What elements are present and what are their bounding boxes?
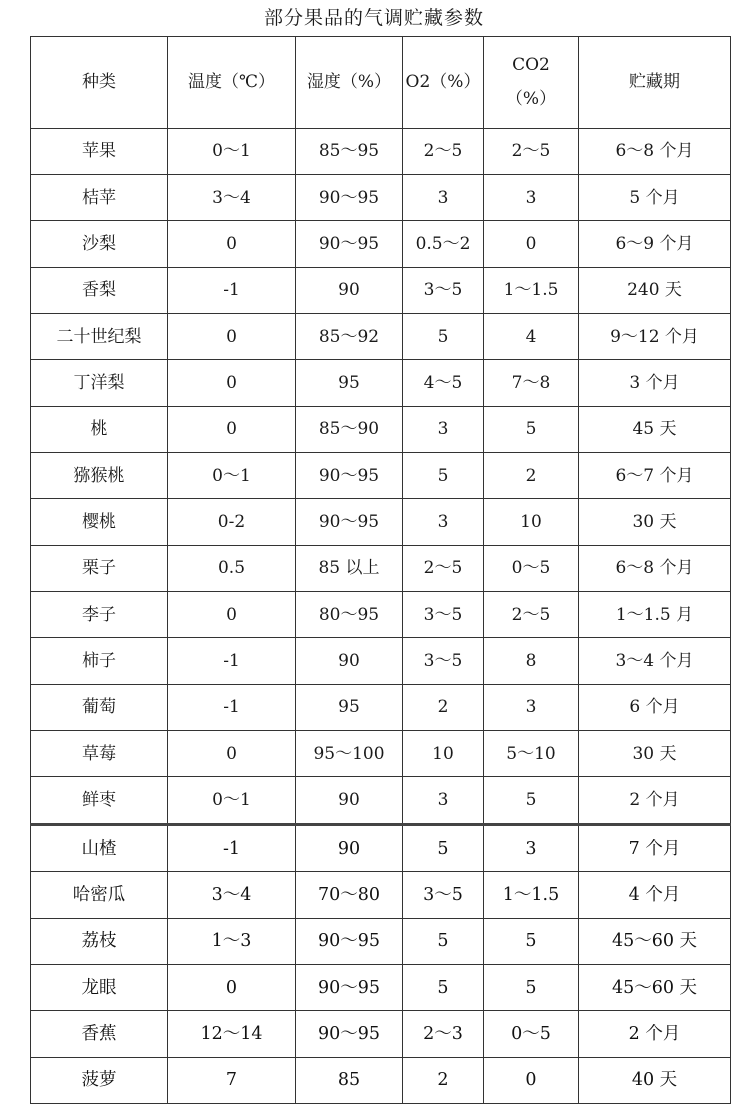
cell-storage-period: 3 个月 [579, 360, 731, 406]
cell-humidity: 85 [296, 1057, 403, 1103]
cell-co2: 2～5 [484, 592, 579, 638]
cell-temperature: -1 [168, 267, 296, 313]
cell-storage-period: 6～7 个月 [579, 453, 731, 499]
cell-humidity: 95 [296, 360, 403, 406]
cell-storage-period: 6 个月 [579, 684, 731, 730]
cell-temperature: 1～3 [168, 918, 296, 964]
cell-co2: 2～5 [484, 128, 579, 174]
cell-o2: 5 [403, 918, 484, 964]
cell-o2: 3 [403, 406, 484, 452]
table-row [31, 638, 731, 684]
cell-o2: 5 [403, 964, 484, 1010]
cell-temperature: 3～4 [168, 872, 296, 918]
cell-storage-period: 3～4 个月 [579, 638, 731, 684]
table-row [31, 1011, 731, 1057]
cell-storage-period: 6～8 个月 [579, 545, 731, 591]
cell-storage-period: 2 个月 [579, 777, 731, 824]
table-row [31, 684, 731, 730]
cell-temperature: 7 [168, 1057, 296, 1103]
cell-storage-period: 30 天 [579, 731, 731, 777]
cell-name: 桃 [31, 406, 168, 452]
table-row [31, 175, 731, 221]
cell-name: 二十世纪梨 [31, 314, 168, 360]
cell-o2: 10 [403, 731, 484, 777]
cell-co2: 0～5 [484, 1011, 579, 1057]
cell-o2: 2 [403, 1057, 484, 1103]
cell-temperature: 0-2 [168, 499, 296, 545]
storage-parameters-table [30, 36, 731, 1104]
cell-temperature: 0～1 [168, 777, 296, 824]
cell-temperature: 0 [168, 592, 296, 638]
cell-co2: 3 [484, 824, 579, 871]
cell-o2: 2～5 [403, 545, 484, 591]
cell-storage-period: 45～60 天 [579, 918, 731, 964]
cell-name: 草莓 [31, 731, 168, 777]
cell-o2: 3～5 [403, 592, 484, 638]
cell-o2: 3～5 [403, 638, 484, 684]
cell-name: 香蕉 [31, 1011, 168, 1057]
cell-humidity: 85～92 [296, 314, 403, 360]
table-row [31, 499, 731, 545]
table-row [31, 918, 731, 964]
header-row [31, 37, 731, 129]
cell-co2: 1～1.5 [484, 267, 579, 313]
cell-humidity: 90～95 [296, 453, 403, 499]
cell-temperature: 0 [168, 221, 296, 267]
table-row [31, 777, 731, 824]
cell-co2: 8 [484, 638, 579, 684]
cell-humidity: 80～95 [296, 592, 403, 638]
cell-o2: 2～3 [403, 1011, 484, 1057]
cell-co2: 4 [484, 314, 579, 360]
table-row [31, 406, 731, 452]
cell-co2: 0 [484, 221, 579, 267]
table-row [31, 592, 731, 638]
table-row [31, 545, 731, 591]
cell-co2: 1～1.5 [484, 872, 579, 918]
cell-humidity: 70～80 [296, 872, 403, 918]
table-row [31, 267, 731, 313]
cell-co2: 7～8 [484, 360, 579, 406]
cell-temperature: 0 [168, 964, 296, 1010]
cell-storage-period: 5 个月 [579, 175, 731, 221]
table-row [31, 731, 731, 777]
cell-humidity: 90～95 [296, 1011, 403, 1057]
cell-humidity: 85～95 [296, 128, 403, 174]
cell-temperature: -1 [168, 824, 296, 871]
cell-storage-period: 45 天 [579, 406, 731, 452]
table-row [31, 1057, 731, 1103]
cell-storage-period: 7 个月 [579, 824, 731, 871]
cell-co2: 3 [484, 175, 579, 221]
cell-o2: 2 [403, 684, 484, 730]
cell-name: 哈密瓜 [31, 872, 168, 918]
header-temperature: 温度（℃） [168, 37, 296, 129]
cell-humidity: 85 以上 [296, 545, 403, 591]
cell-name: 樱桃 [31, 499, 168, 545]
header-co2 [484, 37, 579, 129]
table-title: 部分果品的气调贮藏参数 [263, 7, 484, 29]
table-body [31, 37, 731, 1104]
cell-co2: 2 [484, 453, 579, 499]
table-row [31, 824, 731, 871]
header-humidity: 湿度（%） [296, 37, 403, 129]
table-row [31, 360, 731, 406]
header-co2-wrap [506, 48, 556, 116]
cell-co2: 10 [484, 499, 579, 545]
cell-co2: 5 [484, 406, 579, 452]
cell-o2: 4～5 [403, 360, 484, 406]
table-row [31, 221, 731, 267]
cell-storage-period: 2 个月 [579, 1011, 731, 1057]
cell-temperature: 0 [168, 406, 296, 452]
cell-o2: 3～5 [403, 267, 484, 313]
cell-temperature: 12～14 [168, 1011, 296, 1057]
cell-o2: 3 [403, 499, 484, 545]
header-storage-period: 贮藏期 [579, 37, 731, 129]
cell-name: 栗子 [31, 545, 168, 591]
cell-o2: 3 [403, 175, 484, 221]
cell-name: 猕猴桃 [31, 453, 168, 499]
cell-co2: 5 [484, 964, 579, 1010]
cell-o2: 5 [403, 824, 484, 871]
cell-temperature: 0 [168, 731, 296, 777]
cell-co2: 5～10 [484, 731, 579, 777]
cell-humidity: 95～100 [296, 731, 403, 777]
cell-name: 桔苹 [31, 175, 168, 221]
cell-o2: 3 [403, 777, 484, 824]
cell-humidity: 90 [296, 267, 403, 313]
cell-storage-period: 6～9 个月 [579, 221, 731, 267]
cell-storage-period: 9～12 个月 [579, 314, 731, 360]
cell-name: 李子 [31, 592, 168, 638]
cell-name: 菠萝 [31, 1057, 168, 1103]
cell-co2: 0 [484, 1057, 579, 1103]
cell-storage-period: 45～60 天 [579, 964, 731, 1010]
cell-o2: 5 [403, 453, 484, 499]
cell-co2: 0～5 [484, 545, 579, 591]
cell-humidity: 90～95 [296, 918, 403, 964]
header-co2-line1: CO2 [512, 55, 550, 76]
cell-o2: 5 [403, 314, 484, 360]
cell-o2: 2～5 [403, 128, 484, 174]
table-row [31, 314, 731, 360]
cell-storage-period: 240 天 [579, 267, 731, 313]
cell-name: 荔枝 [31, 918, 168, 964]
header-name: 种类 [31, 37, 168, 129]
cell-temperature: 3～4 [168, 175, 296, 221]
cell-humidity: 95 [296, 684, 403, 730]
cell-co2: 5 [484, 777, 579, 824]
cell-storage-period: 1～1.5 月 [579, 592, 731, 638]
cell-name: 柿子 [31, 638, 168, 684]
cell-temperature: 0 [168, 360, 296, 406]
cell-humidity: 90～95 [296, 175, 403, 221]
cell-name: 龙眼 [31, 964, 168, 1010]
cell-storage-period: 40 天 [579, 1057, 731, 1103]
cell-temperature: -1 [168, 638, 296, 684]
cell-humidity: 90～95 [296, 964, 403, 1010]
cell-name: 山楂 [31, 824, 168, 871]
cell-o2: 3～5 [403, 872, 484, 918]
cell-humidity: 85～90 [296, 406, 403, 452]
table-row [31, 128, 731, 174]
cell-storage-period: 6～8 个月 [579, 128, 731, 174]
cell-name: 葡萄 [31, 684, 168, 730]
cell-temperature: -1 [168, 684, 296, 730]
cell-name: 香梨 [31, 267, 168, 313]
cell-temperature: 0.5 [168, 545, 296, 591]
cell-temperature: 0～1 [168, 453, 296, 499]
cell-co2: 5 [484, 918, 579, 964]
cell-name: 丁洋梨 [31, 360, 168, 406]
cell-storage-period: 4 个月 [579, 872, 731, 918]
cell-name: 沙梨 [31, 221, 168, 267]
cell-humidity: 90 [296, 777, 403, 824]
cell-name: 鲜枣 [31, 777, 168, 824]
header-co2-line2: （%） [505, 89, 557, 110]
table-row [31, 964, 731, 1010]
cell-co2: 3 [484, 684, 579, 730]
cell-storage-period: 30 天 [579, 499, 731, 545]
cell-name: 苹果 [31, 128, 168, 174]
cell-humidity: 90 [296, 824, 403, 871]
table-row [31, 872, 731, 918]
cell-humidity: 90 [296, 638, 403, 684]
cell-humidity: 90～95 [296, 221, 403, 267]
header-o2: O2（%） [403, 37, 484, 129]
cell-humidity: 90～95 [296, 499, 403, 545]
table-row [31, 453, 731, 499]
cell-temperature: 0 [168, 314, 296, 360]
cell-temperature: 0～1 [168, 128, 296, 174]
cell-o2: 0.5～2 [403, 221, 484, 267]
